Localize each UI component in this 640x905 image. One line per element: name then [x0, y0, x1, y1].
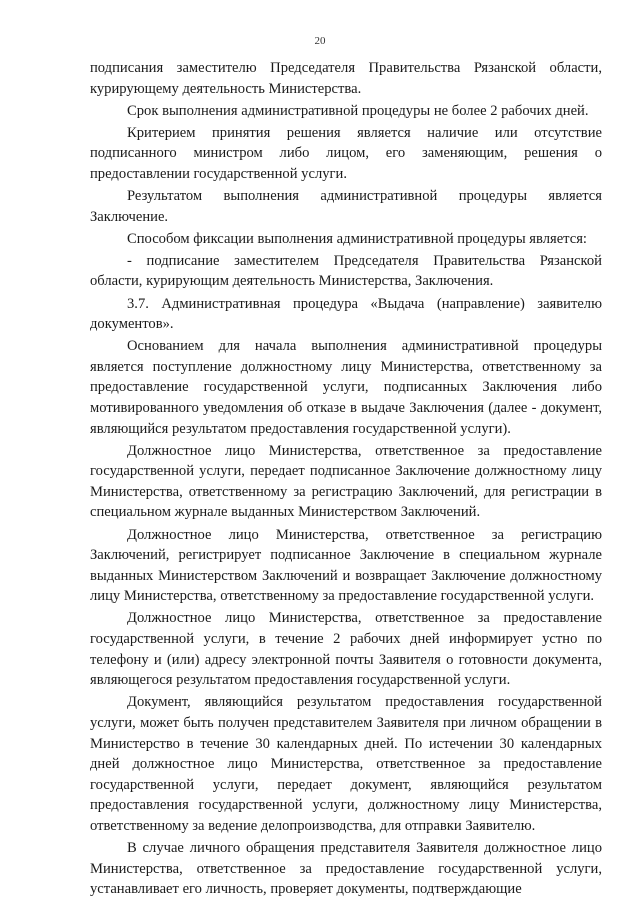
paragraph-decision-criterion: Критерием принятия решения является наличие или отсутствие подписанного министром либо лицом, его заменяющим, решения о предоставлении государственной услуги. — [90, 124, 602, 182]
paragraph-registration: Должностное лицо Министерства, ответственное за регистрацию Заключений, регистрирует подписанное Заключение в специальном журнале выданных Министерством Заключений и возвращает Заключение должностному лицу Министерства, ответственному за предоставление государственной услуги. — [90, 526, 602, 605]
paragraph-procedure-term: Срок выполнения административной процедуры не более 2 рабочих дней. — [127, 102, 589, 119]
paragraph-grounds: Основанием для начала выполнения административной процедуры является поступление должностному лицу Министерства, ответственному за предоставление государственной услуги, подписанных Заключения либо мотивированного уведомления об отказе в выдаче Заключения (далее - документ, являющийся результатом предоставления государственной услуги). — [90, 338, 602, 437]
paragraph-fixation-method: Способом фиксации выполнения административной процедуры является: — [127, 230, 587, 247]
document-body — [90, 58, 602, 901]
paragraph-fixation-item: - подписание заместителем Председателя Правительства Рязанской области, курирующим деятельность Министерства, Заключения. — [90, 252, 602, 290]
section-heading-3-7: 3.7. Административная процедура «Выдача (направление) заявителю документов». — [90, 295, 602, 333]
paragraph-notification: Должностное лицо Министерства, ответственное за предоставление государственной услуги, в течение 2 рабочих дней информирует устно по телефону и (или) адресу электронной почты Заявителя о готовности документа, являющегося результатом предоставления государственной услуги. — [90, 610, 602, 689]
paragraph-procedure-result: Результатом выполнения административной процедуры является Заключение. — [90, 188, 602, 225]
paragraph-document-receipt: Документ, являющийся результатом предоставления государственной услуги, может быть получен представителем Заявителя при личном обращении в Министерство в течение 30 календарных дней. По истечении 30 календарных дней должностное лицо Министерства, ответственное за предоставление государственной услуги, передает документ, являющийся результатом предоставления государственной услуги, должностному лицу Министерства, ответственному за ведение делопроизводства, для отправки Заявителю. — [90, 694, 602, 834]
paragraph-personal-visit: В случае личного обращения представителя Заявителя должностное лицо Министерства, ответственное за предоставление государственной услуги, устанавливает его личность, проверяет документы, подтверждающие — [90, 839, 602, 898]
paragraph-continuation: подписания заместителю Председателя Правительства Рязанской области, курирующему деятельность Министерства. — [90, 60, 602, 97]
paragraph-transfer-registration: Должностное лицо Министерства, ответственное за предоставление государственной услуги, передает подписанное Заключение должностному лицу Министерства, ответственному за регистрацию Заключений, для регистрации в специальном журнале выданных Министерством Заключений. — [90, 442, 602, 521]
page-number: 20 — [314, 35, 326, 47]
